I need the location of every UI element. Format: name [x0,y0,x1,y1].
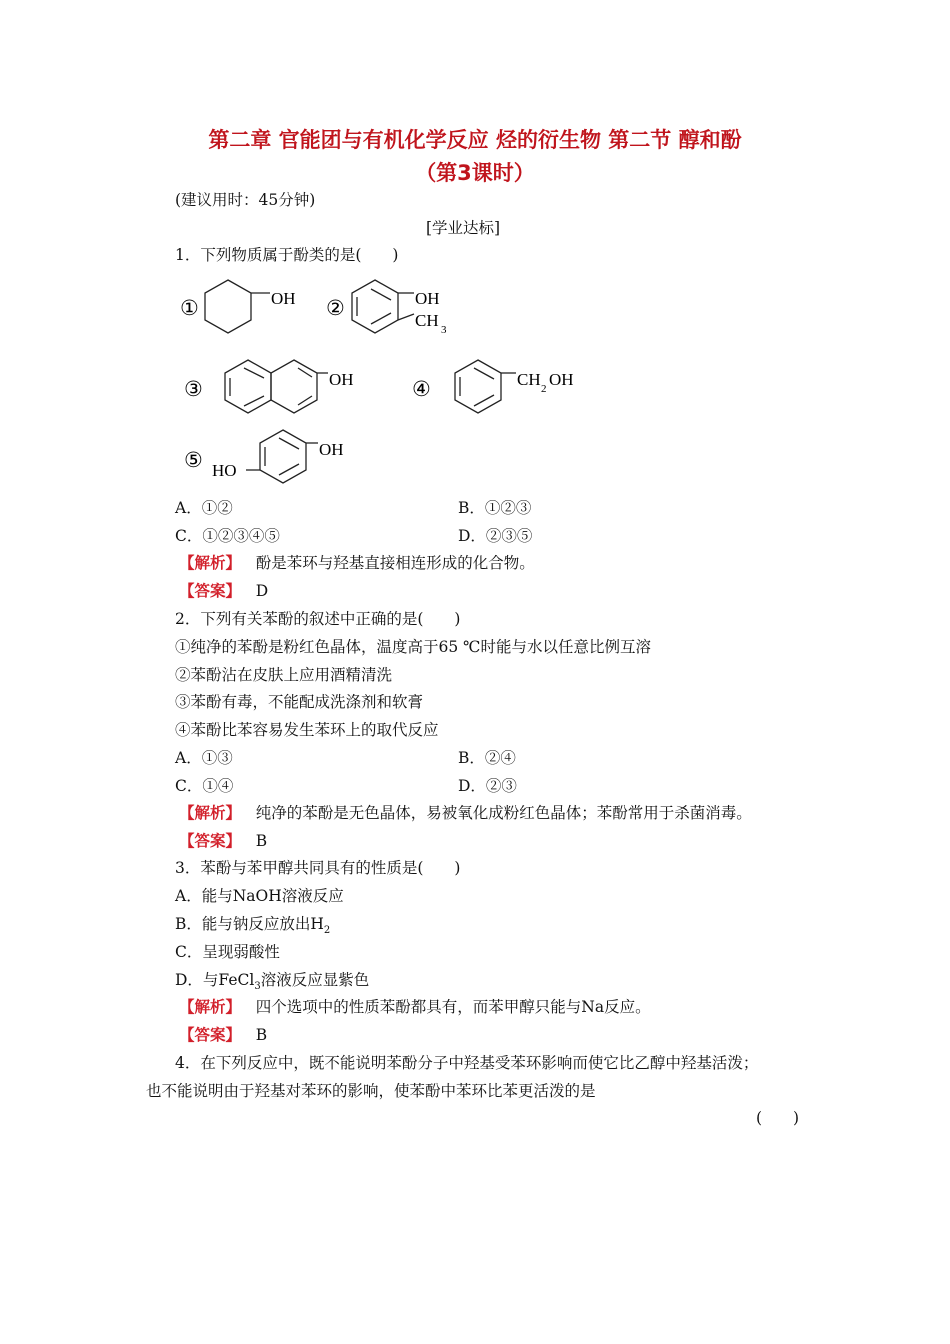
lesson-subtitle: （第3课时） [415,161,535,185]
cyclohexane-ring [205,280,251,333]
label-5: ⑤ [184,448,203,472]
benzene-ring-2 [352,280,398,333]
oh-group-1: OH [271,289,296,308]
answer-text: B [255,832,268,850]
q2-stem: 2．下列有关苯酚的叙述中正确的是( ) [175,610,461,628]
q2-item-3: ③苯酚有毒，不能配成洗涤剂和软膏 [175,693,424,711]
benzene-ring-4 [455,360,501,413]
q2-option-b: B．②④ [458,749,516,767]
label-4: ④ [412,377,431,401]
benzene-ring-5 [260,430,306,483]
answer-tag: 【答案】 [179,582,242,600]
ch2-oh: OH [549,370,574,389]
ho-group-5: HO [212,461,237,480]
q1-option-b: B．①②③ [458,499,532,517]
answer-tag: 【答案】 [179,1026,242,1044]
q4-answer-paren: ( ) [756,1109,800,1127]
oh-group-5: OH [319,440,344,459]
label-1: ① [180,296,199,320]
q1-option-d: D．②③⑤ [458,527,533,545]
q2-item-1: ①纯净的苯酚是粉红色晶体，温度高于65 ℃时能与水以任意比例互溶 [175,638,651,656]
analysis-tag: 【解析】 [179,804,242,822]
naphthalene-ring-a [225,360,271,413]
naphthalene-ring-b [271,360,317,413]
analysis-text: 四个选项中的性质苯酚都具有，而苯甲醇只能与Na反应。 [255,998,651,1016]
ch2-group: CH [517,370,541,389]
answer-text: B [255,1026,268,1044]
q3-option-a: A．能与NaOH溶液反应 [175,887,344,905]
analysis-tag: 【解析】 [179,554,242,572]
q2-item-2: ②苯酚沾在皮肤上应用酒精清洗 [175,666,393,684]
time-note: (建议用时：45分钟) [175,191,316,209]
q1-answer [179,581,268,601]
q3-analysis [179,997,651,1017]
answer-tag: 【答案】 [179,832,242,850]
q2-option-a: A．①③ [175,749,233,767]
option-b-subscript: 2 [323,925,331,937]
ch2-subscript: 2 [541,383,547,395]
q3-stem: 3．苯酚与苯甲醇共同具有的性质是( ) [175,859,461,877]
structure-figures [0,0,950,520]
q1-option-a: A．①② [175,499,233,517]
q3-option-c: C．呈现弱酸性 [175,943,280,961]
q1-analysis [179,553,535,573]
analysis-text: 纯净的苯酚是无色晶体，易被氧化成粉红色晶体；苯酚常用于杀菌消毒。 [255,804,752,822]
q3-answer [179,1025,267,1045]
q4-stem-line1: 4．在下列反应中，既不能说明苯酚分子中羟基受苯环影响而使它比乙醇中羟基活泼； [175,1054,759,1072]
ch3-group: CH [415,311,439,330]
chapter-title: 第二章 官能团与有机化学反应 烃的衍生物 第二节 醇和酚 [208,128,742,152]
option-b-text: B．能与钠反应放出H [175,915,324,933]
q2-option-c: C．①④ [175,777,234,795]
q1-stem: 1．下列物质属于酚类的是( ) [175,246,399,264]
q2-analysis [179,803,752,823]
option-d-text: D．与FeCl [175,971,255,989]
option-d-subscript: 3 [254,981,261,993]
analysis-tag: 【解析】 [179,998,242,1016]
q4-stem-line2: 也不能说明由于羟基对苯环的影响，使苯酚中苯环比苯更活泼的是 [146,1082,596,1100]
q3-option-d [175,970,369,997]
q2-item-4: ④苯酚比苯容易发生苯环上的取代反应 [175,721,439,739]
q3-option-b [175,914,330,941]
oh-group-3: OH [329,370,354,389]
q2-option-d: D．②③ [458,777,517,795]
ch3-subscript: 3 [441,324,447,336]
option-d-suffix: 溶液反应显紫色 [260,971,370,989]
q2-answer [179,831,267,851]
analysis-text: 酚是苯环与羟基直接相连形成的化合物。 [255,554,535,572]
label-3: ③ [184,377,203,401]
oh-group-2: OH [415,289,440,308]
q1-option-c: C．①②③④⑤ [175,527,280,545]
answer-text: D [255,582,269,600]
section-heading: [学业达标] [426,219,501,237]
label-2: ② [326,296,345,320]
